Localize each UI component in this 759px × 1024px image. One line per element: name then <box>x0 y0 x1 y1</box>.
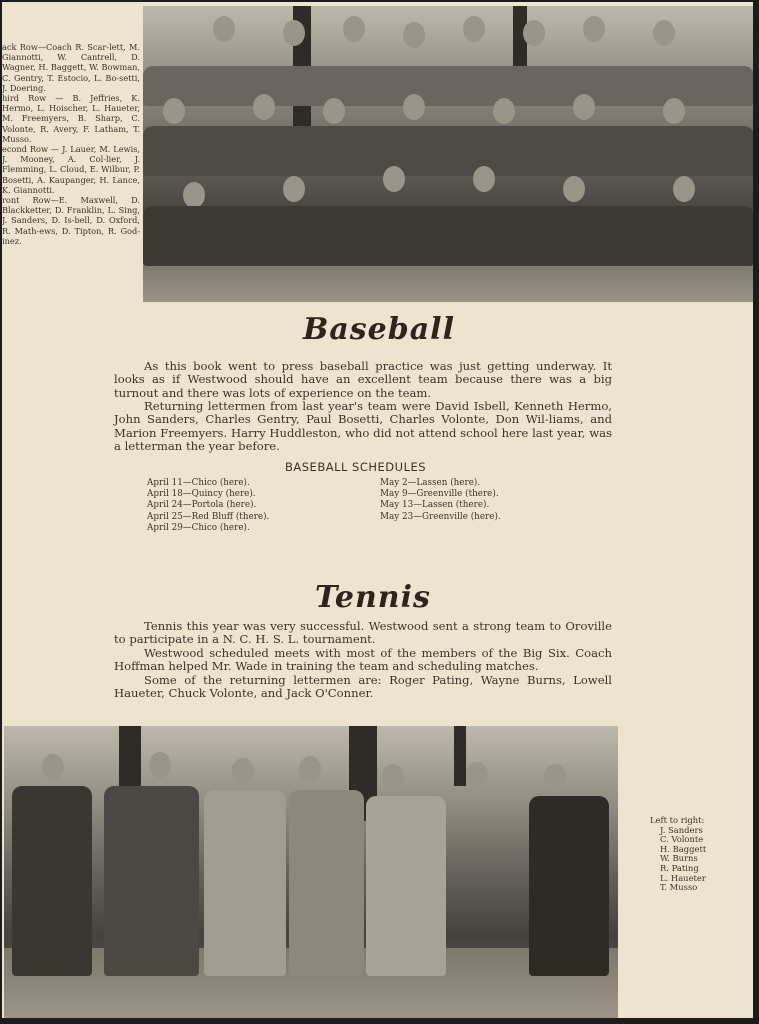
tennis-photo-caption <box>650 816 706 893</box>
caption-name: L. Haueter <box>660 872 706 883</box>
schedule-item: April 11—Chico (here). <box>147 478 250 488</box>
baseball-paragraph-2: Returning lettermen from last year's team were David Isbell, Kenneth Hermo, John Sanders, Charles Gentry, Paul Bosetti, Charles Volonte, Don Wil-liams, and Marion Freemyers. Harry Huddleston, who did not attend school here last year, was a letterman the year before. <box>114 399 612 454</box>
schedule-item: May 23—Greenville (here). <box>380 511 501 522</box>
tennis-paragraph-3: Some of the returning lettermen are: Roger Pating, Wayne Burns, Lowell Haueter, Chuck Volonte, and Jack O'Conner. <box>114 673 612 701</box>
caption-heading: Left to right: <box>650 815 705 825</box>
baseball-paragraph-1: As this book went to press baseball practice was just getting underway. It looks as if Westwood should have an excellent team because there was a big turnout and there was lots of experience on the team. <box>114 359 612 400</box>
tennis-paragraph-2: Westwood scheduled meets with most of the members of the Big Six. Coach Hoffman helped Mr. Wade in training the team and scheduling matches. <box>114 646 612 674</box>
baseball-team-photo <box>143 6 753 302</box>
schedule-item: April 25—Red Bluff (there). <box>147 511 270 522</box>
schedule-may-column <box>380 478 501 523</box>
caption-second-row: econd Row — J. Lauer, M. Lewis, J. Mooney, A. Col-lier, J. Flemming, L. Cloud, E. Wilbur, P. Bosetti, A. Kaupanger, H. Lance, K. Giannotti. <box>2 144 140 195</box>
caption-name: T. Musso <box>660 882 698 893</box>
caption-name: H. Baggett <box>660 843 707 854</box>
baseball-heading: Baseball <box>303 312 455 347</box>
caption-front-row: ront Row—E. Maxwell, D. Blackketter, D. Franklin, L. Sing, J. Sanders, D. Is-bell, D. Oxford, R. Math-ews, D. Tipton, R. God-inez. <box>2 195 140 246</box>
caption-name: R. Pating <box>660 862 699 873</box>
caption-name: J. Sanders <box>660 824 703 835</box>
caption-name: W. Burns <box>660 853 698 864</box>
caption-third-row: hird Row — B. Jeffries, K. Hermo, L. Hoischer, L. Haueter, M. Freemyers, B. Sharp, C. Volonte, R. Avery, F. Latham, T. Musso. <box>2 93 140 144</box>
schedule-april-column <box>147 478 269 534</box>
caption-back-row: ack Row—Coach R. Scar-lett, M. Giannotti, W. Cantrell, D. Wagner, H. Baggett, W. Bowman, C. Gentry, T. Estocio, L. Bo-setti, J. Doering. <box>2 42 140 93</box>
schedule-item: April 29—Chico (here). <box>147 522 250 533</box>
schedule-item: May 9—Greenville (there). <box>380 489 499 500</box>
schedule-item: May 2—Lassen (here). <box>380 478 481 488</box>
schedule-item: April 18—Quincy (here). <box>147 489 256 500</box>
tennis-team-photo <box>4 726 618 1018</box>
baseball-schedule-heading: BASEBALL SCHEDULES <box>285 460 427 474</box>
tennis-heading: Tennis <box>315 580 431 615</box>
schedule-item: April 24—Portola (here). <box>147 500 257 511</box>
schedule-item: May 13—Lassen (there). <box>380 500 490 511</box>
caption-name: C. Volonte <box>660 834 704 845</box>
yearbook-page <box>2 2 753 1018</box>
team-photo-caption <box>2 42 140 246</box>
tennis-paragraph-1: Tennis this year was very successful. Westwood sent a strong team to Oroville to participate in a N. C. H. S. L. tournament. <box>114 619 612 647</box>
